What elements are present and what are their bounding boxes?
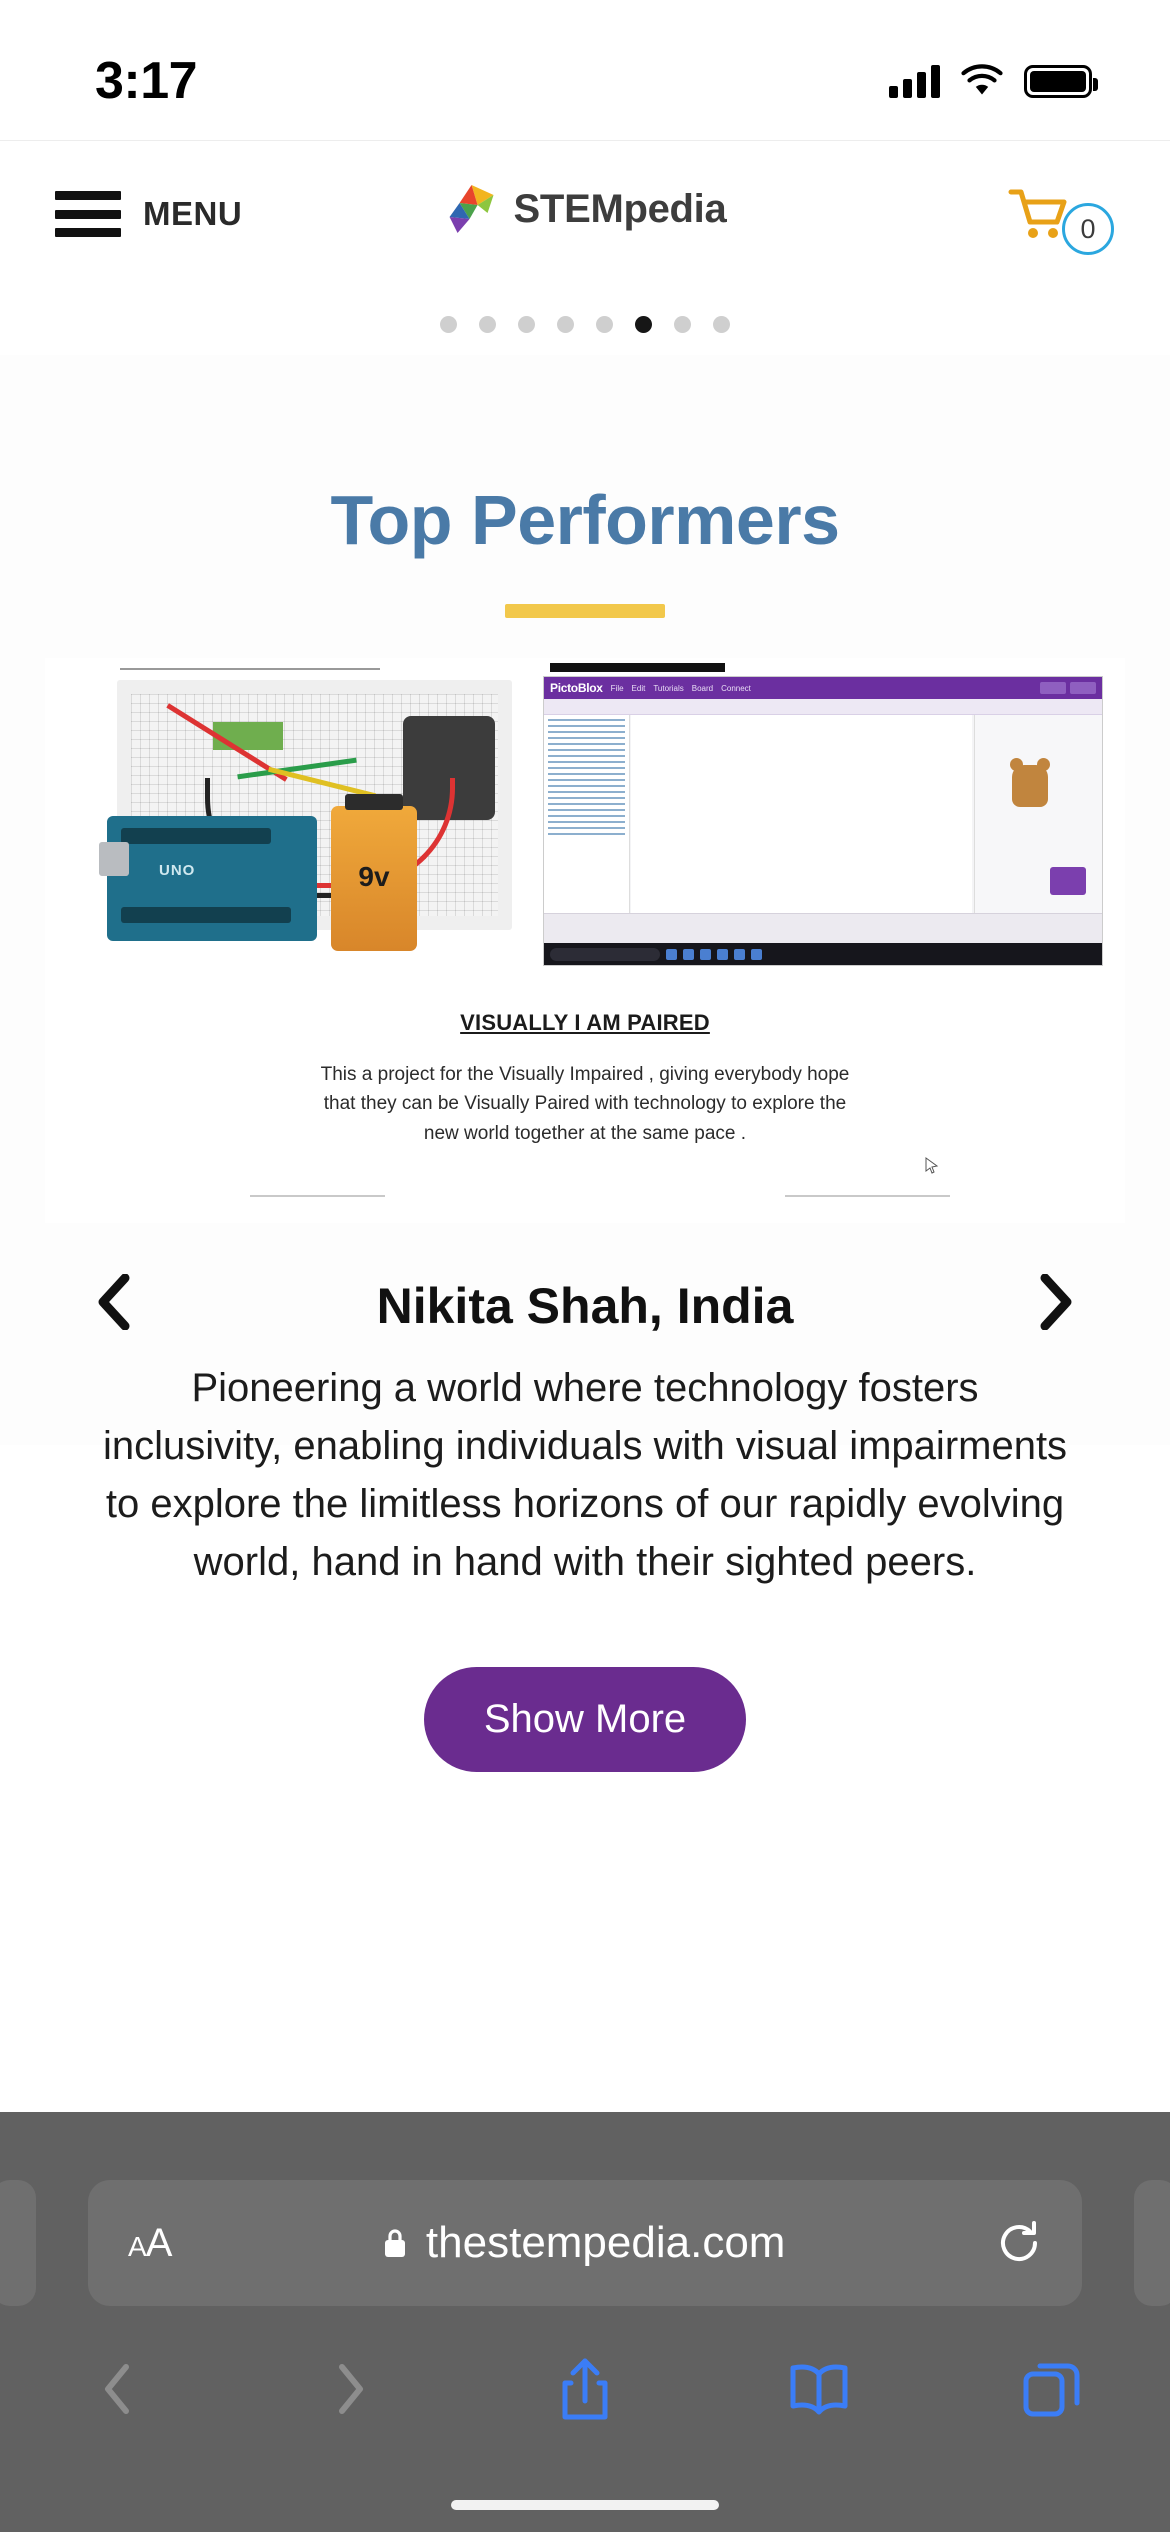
brand-name: STEMpedia — [513, 186, 727, 231]
status-indicators — [889, 64, 1092, 98]
slide-caption-title: VISUALLY I AM PAIRED — [460, 1010, 710, 1035]
reload-button[interactable] — [996, 2220, 1042, 2266]
browser-toolbar — [0, 2334, 1170, 2444]
url-text: thestempedia.com — [425, 2218, 786, 2267]
status-time: 3:17 — [95, 52, 198, 110]
carousel-dot[interactable] — [596, 316, 613, 333]
battery-full-icon — [1024, 65, 1092, 98]
ide-app-name: PictoBlox — [550, 681, 603, 695]
slide-rule-bottom-right — [785, 1195, 950, 1197]
performer-block — [0, 1277, 1170, 1772]
performer-name: Nikita Shah, India — [376, 1278, 794, 1334]
wifi-icon — [960, 64, 1004, 98]
url-display[interactable] — [171, 2218, 996, 2268]
carousel-next-button[interactable] — [1020, 1267, 1090, 1337]
carousel-dot[interactable] — [518, 316, 535, 333]
stempedia-logo-icon — [444, 183, 500, 235]
project-slide-image — [45, 658, 1125, 1223]
tabs-button[interactable] — [936, 2360, 1170, 2418]
mouse-cursor-icon — [925, 1157, 939, 1175]
carousel-dot[interactable] — [479, 316, 496, 333]
site-header — [0, 140, 1170, 355]
sprite-icon — [1012, 765, 1048, 807]
forward-button[interactable] — [234, 2363, 468, 2415]
show-more-button[interactable]: Show More — [424, 1667, 746, 1772]
slide-rule-left — [120, 668, 380, 670]
pictoblox-screenshot: PictoBlox File Edit Tutorials Board Connect — [543, 676, 1103, 966]
page-settings-button[interactable]: AA — [128, 2220, 172, 2265]
share-button[interactable] — [468, 2355, 702, 2423]
cart-button[interactable] — [1008, 187, 1114, 243]
carousel-dots[interactable] — [0, 316, 1170, 333]
carousel-dot[interactable] — [440, 316, 457, 333]
shopping-cart-icon[interactable] — [1008, 187, 1070, 243]
status-bar — [0, 0, 1170, 140]
home-indicator — [451, 2500, 719, 2510]
slide-rule-top — [550, 663, 725, 672]
arduino-board-photo — [107, 816, 317, 941]
page-title: Top Performers — [330, 481, 840, 559]
title-underline — [505, 604, 665, 618]
menu-button[interactable] — [55, 191, 242, 237]
show-more-wrap — [100, 1667, 1070, 1772]
battery-label: 9v — [358, 861, 390, 892]
carousel-dot[interactable] — [674, 316, 691, 333]
next-tab-peek[interactable] — [1134, 2180, 1170, 2306]
cart-count-badge: 0 — [1062, 203, 1114, 255]
board-label: UNO — [159, 862, 196, 879]
menu-label: MENU — [143, 195, 243, 232]
bookmarks-button[interactable] — [702, 2362, 936, 2416]
hamburger-menu-icon[interactable] — [55, 191, 121, 237]
battery-photo — [331, 806, 417, 951]
carousel-prev-button[interactable] — [80, 1267, 150, 1337]
signal-bars-icon — [889, 64, 940, 98]
previous-tab-peek[interactable] — [0, 2180, 36, 2306]
browser-bottom-bar — [0, 2112, 1170, 2532]
slide-caption-body: This a project for the Visually Impaired , giving everybody hope that they can be Visually Paired with technology to explore the new world together at the same pace . — [320, 1064, 850, 1144]
back-button[interactable] — [0, 2363, 234, 2415]
slide-rule-bottom-left — [250, 1195, 385, 1197]
brand-logo[interactable] — [444, 183, 727, 235]
address-bar[interactable] — [88, 2180, 1082, 2306]
carousel-dot-active[interactable] — [635, 316, 652, 333]
carousel-dot[interactable] — [557, 316, 574, 333]
main-content — [0, 355, 1170, 1741]
lock-icon — [382, 2227, 408, 2259]
carousel-dot[interactable] — [713, 316, 730, 333]
performer-description: Pioneering a world where technology fosters inclusivity, enabling individuals with visual impairments to explore the limitless horizons of our rapidly evolving world, hand in hand with their sighted peers. — [102, 1366, 1068, 1584]
